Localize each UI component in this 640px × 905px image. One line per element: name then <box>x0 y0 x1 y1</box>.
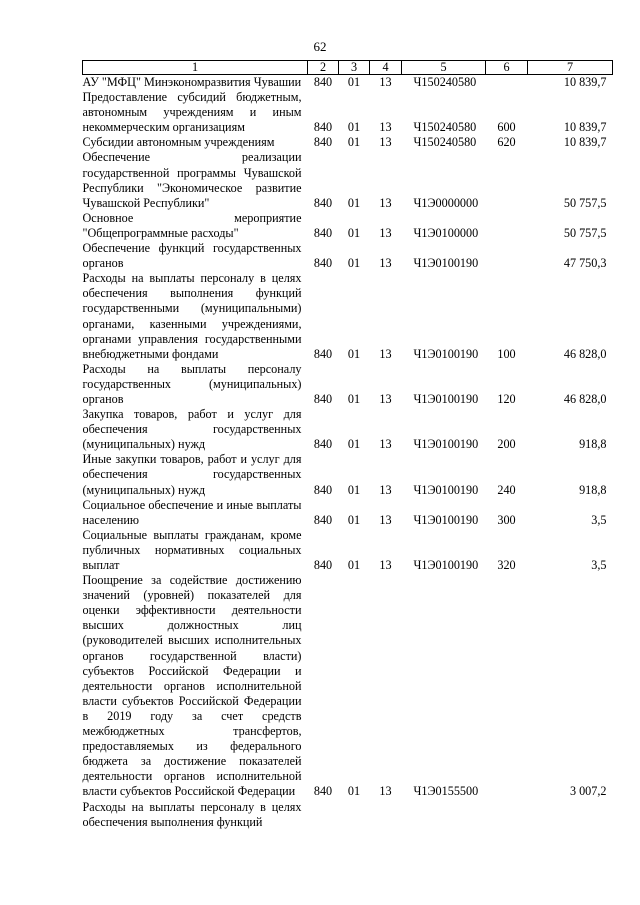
row-subsection-code <box>370 800 402 830</box>
row-subsection-code: 13 <box>379 120 392 135</box>
column-header-5: 5 <box>402 61 486 75</box>
row-expense-type-code: 100 <box>497 346 516 361</box>
row-expense-type-code: 300 <box>497 512 516 527</box>
row-target-item-code: Ч1Э0100190 <box>413 256 479 271</box>
table-row <box>83 362 613 407</box>
table-row <box>83 90 613 135</box>
row-amount: 50 757,5 <box>563 225 607 240</box>
row-expense-type-code <box>486 75 528 91</box>
row-name: Обеспечение реализации государственной программы Чувашской Республики "Экономическое развитие Чувашской Республики" <box>82 150 302 210</box>
row-expense-type-code: 320 <box>497 558 516 572</box>
row-ministry-code <box>308 800 339 830</box>
row-name: Основное мероприятие "Общепрограммные расходы" <box>82 210 302 240</box>
row-section-code: 01 <box>347 195 361 210</box>
row-amount: 918,8 <box>579 482 607 497</box>
row-ministry-code: 840 <box>313 391 333 406</box>
row-section-code: 01 <box>347 256 361 271</box>
row-target-item-code <box>402 800 486 830</box>
table-row <box>83 241 613 271</box>
row-subsection-code: 13 <box>379 512 392 527</box>
row-name: Предоставление субсидий бюджетным, автономным учреждениям и иным некоммерческим организациям <box>82 90 302 135</box>
column-header-7: 7 <box>528 61 613 75</box>
row-ministry-code: 840 <box>313 558 333 572</box>
row-expense-type-code: 120 <box>497 391 516 406</box>
row-expense-type-code: 240 <box>497 482 516 497</box>
row-amount: 10 839,7 <box>563 120 607 135</box>
row-subsection-code: 13 <box>379 195 392 210</box>
column-header-1: 1 <box>83 61 308 75</box>
row-subsection-code: 13 <box>379 135 392 150</box>
row-target-item-code: Ч150240580 <box>413 135 477 150</box>
row-expense-type-code: 620 <box>497 135 516 150</box>
column-header-4: 4 <box>370 61 402 75</box>
row-target-item-code: Ч1Э0100190 <box>413 391 479 406</box>
row-section-code: 01 <box>347 482 361 497</box>
row-section-code: 01 <box>347 346 361 361</box>
row-subsection-code: 13 <box>379 784 392 799</box>
page-number: 62 <box>313 39 327 54</box>
row-expense-type-code <box>486 211 528 241</box>
row-name: Субсидии автономным учреждениям <box>82 135 275 150</box>
row-subsection-code: 13 <box>379 346 392 361</box>
row-target-item-code: Ч1Э0100190 <box>413 437 479 452</box>
row-name: Закупка товаров, работ и услуг для обеспечения государственных (муниципальных) нужд <box>82 407 302 452</box>
row-ministry-code: 840 <box>313 75 333 89</box>
row-name: Расходы на выплаты персоналу государственных (муниципальных) органов <box>82 361 302 406</box>
row-expense-type-code <box>486 150 528 210</box>
row-name: Поощрение за содействие достижению значений (уровней) показателей для оценки эффективности деятельности высших должностных лиц (руководителей высших исполнительных органов государственной власти) субъектов Российской Федерации и деятельности органов исполнительной власти субъектов Российской Федерации в 2019 году за счет средств межбюджетных трансфертов, предоставляемых из федерального бюджета за достижение показателей деятельности органов исполнительной власти субъектов Российской Федерации <box>82 573 302 799</box>
row-target-item-code: Ч1Э0100190 <box>413 512 479 527</box>
row-expense-type-code <box>486 800 528 830</box>
row-name: Социальные выплаты гражданам, кроме публичных нормативных социальных выплат <box>82 527 302 572</box>
table-row <box>83 452 613 497</box>
row-target-item-code: Ч150240580 <box>413 120 477 135</box>
row-ministry-code: 840 <box>313 120 333 135</box>
row-section-code: 01 <box>347 135 361 150</box>
row-target-item-code: Ч1Э0100190 <box>413 558 479 572</box>
row-amount: 918,8 <box>579 437 607 452</box>
table-row <box>83 407 613 452</box>
row-amount: 50 757,5 <box>563 195 607 210</box>
row-ministry-code: 840 <box>313 256 333 271</box>
row-amount: 3 007,2 <box>569 784 607 799</box>
column-number-row <box>83 61 613 75</box>
table-row <box>83 498 613 528</box>
row-section-code: 01 <box>347 120 361 135</box>
row-amount: 46 828,0 <box>563 391 607 406</box>
budget-table <box>82 60 613 830</box>
row-target-item-code: Ч1Э0100190 <box>413 346 479 361</box>
table-row <box>83 271 613 362</box>
row-section-code: 01 <box>347 784 361 799</box>
row-ministry-code: 840 <box>313 135 333 150</box>
column-header-3: 3 <box>339 61 370 75</box>
row-ministry-code: 840 <box>313 482 333 497</box>
table-row <box>83 150 613 210</box>
row-name: Расходы на выплаты персоналу в целях обеспечения выполнения функций государственными (муниципальными) органами, казенными учреждениями, органами управления государственными внебюджетными фондами <box>82 271 302 361</box>
row-amount: 10 839,7 <box>563 135 607 150</box>
row-amount: 47 750,3 <box>563 256 607 271</box>
row-ministry-code: 840 <box>313 512 333 527</box>
column-header-2: 2 <box>308 61 339 75</box>
row-expense-type-code: 600 <box>497 120 516 135</box>
row-subsection-code: 13 <box>379 391 392 406</box>
row-section-code: 01 <box>347 558 361 572</box>
row-name: АУ "МФЦ" Минэкономразвития Чувашии <box>82 75 302 89</box>
row-ministry-code: 840 <box>313 437 333 452</box>
row-subsection-code: 13 <box>379 225 392 240</box>
row-ministry-code: 840 <box>313 195 333 210</box>
table-row <box>83 573 613 799</box>
table-row <box>83 211 613 241</box>
table-row <box>83 800 613 830</box>
table-row <box>83 135 613 150</box>
row-target-item-code: Ч1Э0100000 <box>413 225 479 240</box>
row-section-code: 01 <box>347 225 361 240</box>
table-row <box>83 528 613 573</box>
row-ministry-code: 840 <box>313 784 333 799</box>
row-expense-type-code: 200 <box>497 437 516 452</box>
row-target-item-code: Ч1Э0100190 <box>413 482 479 497</box>
row-expense-type-code <box>486 573 528 799</box>
row-target-item-code: Ч150240580 <box>413 75 477 89</box>
row-section-code: 01 <box>347 75 361 89</box>
row-ministry-code: 840 <box>313 225 333 240</box>
row-name: Расходы на выплаты персоналу в целях обеспечения выполнения функций <box>82 799 302 829</box>
row-name: Социальное обеспечение и иные выплаты населению <box>82 497 302 527</box>
row-subsection-code: 13 <box>379 558 392 572</box>
row-ministry-code: 840 <box>313 346 333 361</box>
row-subsection-code: 13 <box>379 256 392 271</box>
row-subsection-code: 13 <box>379 75 392 89</box>
row-amount: 3,5 <box>591 558 607 572</box>
row-name: Иные закупки товаров, работ и услуг для обеспечения государственных (муниципальных) нужд <box>82 452 302 497</box>
row-amount: 3,5 <box>591 512 607 527</box>
table-row <box>83 75 613 91</box>
row-section-code: 01 <box>347 437 361 452</box>
row-subsection-code: 13 <box>379 482 392 497</box>
row-section-code <box>339 800 370 830</box>
row-amount: 46 828,0 <box>563 346 607 361</box>
row-expense-type-code <box>486 241 528 271</box>
row-target-item-code: Ч1Э0000000 <box>413 195 479 210</box>
row-section-code: 01 <box>347 391 361 406</box>
row-section-code: 01 <box>347 512 361 527</box>
column-header-6: 6 <box>486 61 528 75</box>
row-target-item-code: Ч1Э0155500 <box>413 784 479 799</box>
row-amount <box>528 800 613 830</box>
row-subsection-code: 13 <box>379 437 392 452</box>
row-amount: 10 839,7 <box>563 75 607 89</box>
row-name: Обеспечение функций государственных органов <box>82 241 302 271</box>
